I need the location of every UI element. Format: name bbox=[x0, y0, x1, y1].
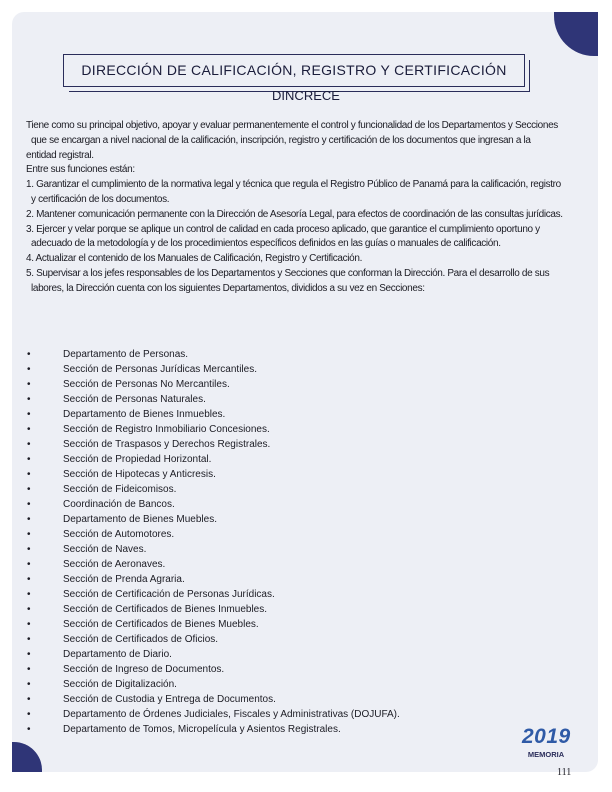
function-item-1-cont: y certificación de los documentos. bbox=[31, 193, 170, 205]
departments-list bbox=[27, 347, 400, 737]
bullet-icon: • bbox=[27, 604, 31, 615]
function-item-5: 5. Supervisar a los jefes responsables de los Departamentos y Secciones que conforman la Dirección. Para el desarrollo de sus bbox=[26, 267, 550, 279]
list-item bbox=[27, 557, 400, 572]
list-item-label: Sección de Certificados de Bienes Muebles. bbox=[63, 619, 259, 630]
function-item-1: 1. Garantizar el cumplimiento de la normativa legal y técnica que regula el Registro Público de Panamá para la calificación, registro bbox=[26, 179, 561, 191]
bullet-icon: • bbox=[27, 709, 31, 720]
bullet-icon: • bbox=[27, 424, 31, 435]
bullet-icon: • bbox=[27, 574, 31, 585]
function-item-3: 3. Ejercer y velar porque se aplique un control de calidad en cada proceso aplicado, que garantice el cumplimiento oportuno y bbox=[26, 223, 540, 235]
functions-label: Entre sus funciones están: bbox=[26, 164, 135, 176]
page-subtitle: DINCRECE bbox=[272, 88, 340, 103]
bullet-icon: • bbox=[27, 454, 31, 465]
page-number: 111 bbox=[557, 767, 572, 778]
bullet-icon: • bbox=[27, 589, 31, 600]
bullet-icon: • bbox=[27, 694, 31, 705]
list-item-label: Sección de Certificados de Bienes Inmuebles. bbox=[63, 604, 268, 615]
bullet-icon: • bbox=[27, 679, 31, 690]
list-item bbox=[27, 362, 400, 377]
bullet-icon: • bbox=[27, 409, 31, 420]
list-item bbox=[27, 527, 400, 542]
list-item-label: Sección de Certificación de Personas Jurídicas. bbox=[63, 589, 275, 600]
intro-paragraph-line: entidad registral. bbox=[26, 149, 94, 161]
list-item bbox=[27, 662, 400, 677]
bullet-icon: • bbox=[27, 394, 31, 405]
list-item-label: Sección de Certificados de Oficios. bbox=[63, 634, 219, 645]
list-item bbox=[27, 542, 400, 557]
list-item bbox=[27, 422, 400, 437]
list-item-label: Sección de Custodia y Entrega de Documentos. bbox=[63, 694, 276, 705]
list-item bbox=[27, 617, 400, 632]
list-item bbox=[27, 572, 400, 587]
list-item-label: Sección de Aeronaves. bbox=[63, 559, 166, 570]
list-item bbox=[27, 587, 400, 602]
list-item bbox=[27, 647, 400, 662]
list-item-label: Sección de Naves. bbox=[63, 544, 147, 555]
logo-year: 2019 bbox=[522, 725, 571, 748]
list-item-label: Sección de Personas No Mercantiles. bbox=[63, 379, 230, 390]
list-item-label: Sección de Ingreso de Documentos. bbox=[63, 664, 225, 675]
bullet-icon: • bbox=[27, 619, 31, 630]
list-item-label: Sección de Personas Naturales. bbox=[63, 394, 206, 405]
bullet-icon: • bbox=[27, 499, 31, 510]
bullet-icon: • bbox=[27, 649, 31, 660]
bullet-icon: • bbox=[27, 379, 31, 390]
title-frame bbox=[63, 54, 525, 87]
list-item bbox=[27, 437, 400, 452]
list-item-label: Sección de Prenda Agraria. bbox=[63, 574, 185, 585]
list-item bbox=[27, 482, 400, 497]
list-item-label: Departamento de Bienes Inmuebles. bbox=[63, 409, 226, 420]
page-title: DIRECCIÓN DE CALIFICACIÓN, REGISTRO Y CERTIFICACIÓN bbox=[81, 62, 507, 78]
bullet-icon: • bbox=[27, 439, 31, 450]
list-item bbox=[27, 677, 400, 692]
bullet-icon: • bbox=[27, 724, 31, 735]
list-item bbox=[27, 497, 400, 512]
bullet-icon: • bbox=[27, 364, 31, 375]
list-item-label: Departamento de Personas. bbox=[63, 349, 189, 360]
list-item bbox=[27, 377, 400, 392]
list-item-label: Coordinación de Bancos. bbox=[63, 499, 175, 510]
list-item-label: Sección de Fideicomisos. bbox=[63, 484, 177, 495]
list-item bbox=[27, 602, 400, 617]
memoria-2019-logo bbox=[522, 726, 570, 759]
list-item bbox=[27, 632, 400, 647]
body-text bbox=[26, 119, 592, 297]
function-item-4: 4. Actualizar el contenido de los Manuales de Calificación, Registro y Certificación. bbox=[26, 253, 362, 265]
list-item-label: Departamento de Diario. bbox=[63, 649, 172, 660]
bullet-icon: • bbox=[27, 349, 31, 360]
list-item-label: Departamento de Bienes Muebles. bbox=[63, 514, 217, 525]
list-item-label: Departamento de Órdenes Judiciales, Fiscales y Administrativas (DOJUFA). bbox=[63, 709, 400, 720]
list-item-label: Sección de Digitalización. bbox=[63, 679, 177, 690]
function-item-5-cont: labores, la Dirección cuenta con los siguientes Departamentos, divididos a su vez en Secciones: bbox=[31, 282, 425, 294]
list-item bbox=[27, 707, 400, 722]
bullet-icon: • bbox=[27, 514, 31, 525]
list-item-label: Departamento de Tomos, Micropelícula y Asientos Registrales. bbox=[63, 724, 341, 735]
bullet-icon: • bbox=[27, 664, 31, 675]
bullet-icon: • bbox=[27, 634, 31, 645]
list-item-label: Sección de Traspasos y Derechos Registrales. bbox=[63, 439, 271, 450]
bullet-icon: • bbox=[27, 544, 31, 555]
list-item bbox=[27, 407, 400, 422]
intro-paragraph-line: que se encargan a nivel nacional de la calificación, inscripción, registro y certificación de los documentos que ingresan a la bbox=[31, 134, 531, 146]
corner-decoration-top-right bbox=[554, 12, 598, 56]
function-item-2: 2. Mantener comunicación permanente con la Dirección de Asesoría Legal, para efectos de coordinación de las consultas jurídicas. bbox=[26, 208, 563, 220]
bullet-icon: • bbox=[27, 529, 31, 540]
list-item bbox=[27, 392, 400, 407]
intro-paragraph-line: Tiene como su principal objetivo, apoyar y evaluar permanentemente el control y funcionalidad de los Departamentos y Secciones bbox=[26, 120, 558, 131]
list-item-label: Sección de Propiedad Horizontal. bbox=[63, 454, 212, 465]
function-item-3-cont: adecuado de la metodología y de los procedimientos específicos definidos en las guías o manuales de calificación. bbox=[31, 238, 501, 250]
list-item-label: Sección de Hipotecas y Anticresis. bbox=[63, 469, 216, 480]
list-item-label: Sección de Automotores. bbox=[63, 529, 175, 540]
bullet-icon: • bbox=[27, 484, 31, 495]
list-item bbox=[27, 467, 400, 482]
corner-decoration-bottom-left bbox=[12, 742, 42, 772]
list-item bbox=[27, 452, 400, 467]
bullet-icon: • bbox=[27, 469, 31, 480]
list-item bbox=[27, 347, 400, 362]
list-item bbox=[27, 722, 400, 737]
logo-label: MEMORIA bbox=[527, 750, 565, 759]
bullet-icon: • bbox=[27, 559, 31, 570]
list-item-label: Sección de Personas Jurídicas Mercantiles. bbox=[63, 364, 257, 375]
list-item bbox=[27, 512, 400, 527]
list-item-label: Sección de Registro Inmobiliario Concesiones. bbox=[63, 424, 270, 435]
list-item bbox=[27, 692, 400, 707]
